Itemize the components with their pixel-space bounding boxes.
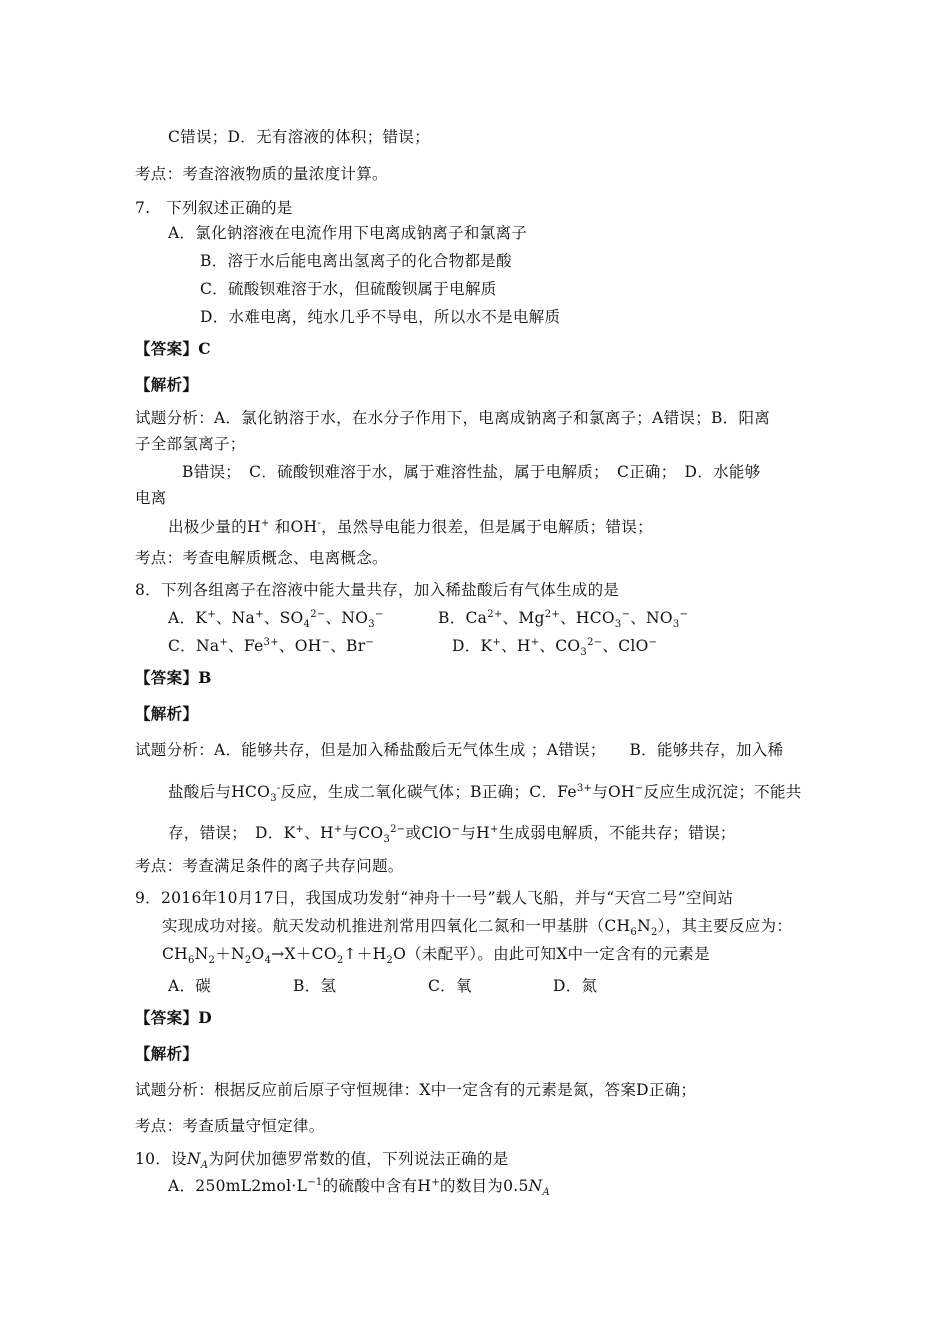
option-8d: D．K+、H+、$CO_3^{2-}$、ClO− xyxy=(452,636,658,659)
analysis-7-line: B错误； C．硫酸钡难溶于水，属于难溶性盐，属于电解质； C正确； D．水能够 xyxy=(182,463,761,481)
option-9c: C．氧 xyxy=(428,977,472,995)
option-7d: D．水难电离，纯水几乎不导电，所以水不是电解质 xyxy=(200,308,561,326)
question-9-equation: $CH_6N_2+N_2O_4\to X+CO_2↑+H_2O$（未配平）。由此可知X中一定含有的元素是 xyxy=(162,945,710,967)
question-9: 9．2016年10月17日，我国成功发射“神舟十一号”载人飞船，并与“天宫二号”空间站 xyxy=(135,889,734,907)
analysis-7-line: 试题分析：A．氯化钠溶于水，在水分子作用下，电离成钠离子和氯离子；A错误；B．阳离 xyxy=(135,409,771,427)
analysis-7-line: 电离 xyxy=(135,489,167,507)
text-line: 考点：考查溶液物质的量浓度计算。 xyxy=(135,165,388,183)
key-point-9: 考点：考查质量守恒定律。 xyxy=(135,1117,325,1135)
option-9b: B．氢 xyxy=(293,977,337,995)
option-8c: C．Na+、$Fe^{3+}$、OH−、Br− xyxy=(168,636,375,655)
answer-7: 【答案】C xyxy=(135,339,211,358)
analysis-7-line: 出极少量的H+ 和OH-，虽然导电能力很差，但是属于电解质；错误； xyxy=(168,517,653,536)
key-point-8: 考点：考查满足条件的离子共存问题。 xyxy=(135,857,404,875)
question-7: 7. 下列叙述正确的是 xyxy=(135,199,293,217)
analysis-8-line: 盐酸后与$HCO_3^-$反应，生成二氧化碳气体；B正确；C．$Fe^{3+}$与OH−反应生成沉淀；不能共 xyxy=(168,782,802,805)
answer-8: 【答案】B xyxy=(135,668,212,687)
analysis-heading-8: 【解析】 xyxy=(135,704,199,723)
analysis-heading-9: 【解析】 xyxy=(135,1044,199,1063)
option-7b: B．溶于水后能电离出氢离子的化合物都是酸 xyxy=(200,252,512,270)
option-10a: A．$250mL2mol\cdot L^{-1}$的硫酸中含有H+的数目为$0.5N_A$ xyxy=(168,1176,551,1199)
option-9d: D．氮 xyxy=(553,977,598,995)
analysis-heading-7: 【解析】 xyxy=(135,375,199,394)
analysis-9-line: 试题分析：根据反应前后原子守恒规律：X中一定含有的元素是氮，答案D正确； xyxy=(135,1081,697,1099)
option-7a: A．氯化钠溶液在电流作用下电离成钠离子和氯离子 xyxy=(168,224,528,242)
option-9a: A．碳 xyxy=(168,977,212,995)
question-9: 实现成功对接。航天发动机推进剂常用四氧化二氮和一甲基肼$(CH_6N_2)$，其主要反应为： xyxy=(162,917,793,939)
key-point-7: 考点：考查电解质概念、电离概念。 xyxy=(135,549,388,567)
answer-9: 【答案】D xyxy=(135,1008,212,1027)
option-8b: B．$Ca^{2+}$、$Mg^{2+}$、$HCO_3^-$、$NO_3^-$ xyxy=(438,608,689,631)
question-10: 10．设$N_A$为阿伏加德罗常数的值，下列说法正确的是 xyxy=(135,1150,509,1172)
question-8: 8．下列各组离子在溶液中能大量共存，加入稀盐酸后有气体生成的是 xyxy=(135,581,620,599)
option-8a: A．K+、Na+、$SO_4^{2-}$、$NO_3^-$ xyxy=(168,608,384,631)
option-7c: C．硫酸钡难溶于水，但硫酸钡属于电解质 xyxy=(200,280,497,298)
analysis-8-line: 存，错误； D．K+、H+与$CO_3^{2-}$或ClO−与H+生成弱电解质，不能共存；错误； xyxy=(168,823,736,846)
analysis-7-line: 子全部氢离子； xyxy=(135,435,246,453)
text-line: C错误；D．无有溶液的体积；错误； xyxy=(168,128,430,146)
analysis-8-line: 试题分析：A．能够共存，但是加入稀盐酸后无气体生成 ；A错误； B．能够共存，加入稀 xyxy=(135,741,784,759)
